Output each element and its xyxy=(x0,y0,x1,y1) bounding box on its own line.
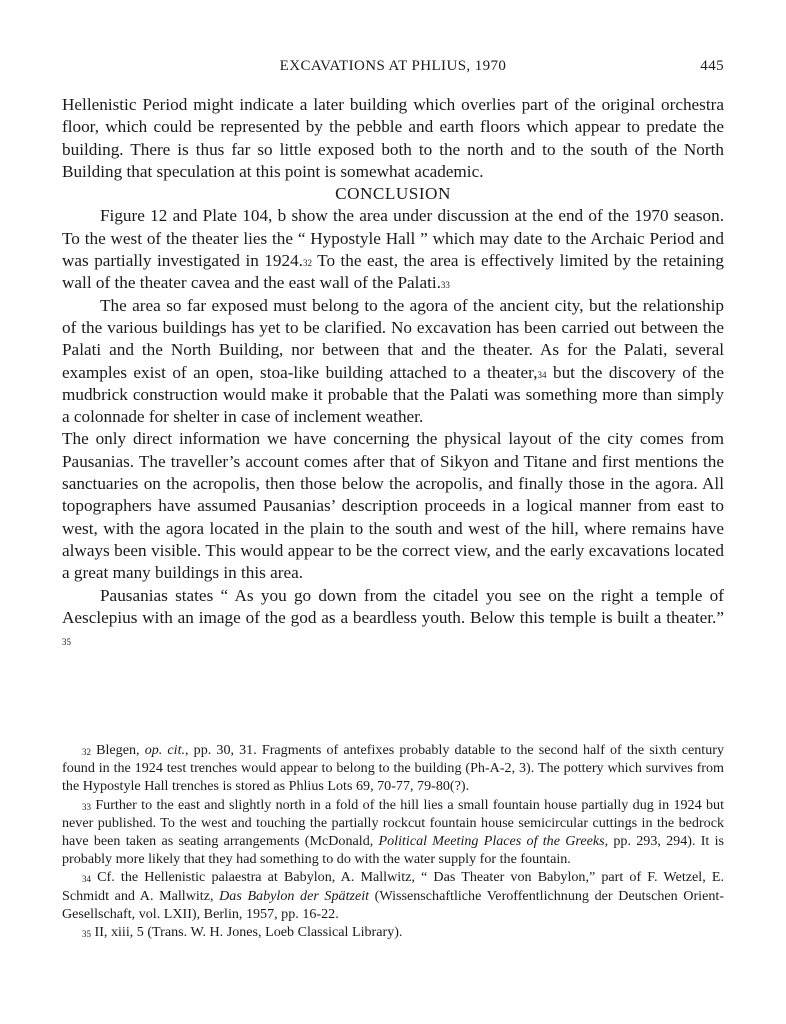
footnote-text: Blegen, xyxy=(91,742,145,758)
footnote-text: Cf. the Hellenistic palaestra at Babylon, A. Mallwitz, “ Das Theater von Babylon,” part of F. Wetzel, E. Schmidt and A. Mallwitz, xyxy=(62,869,724,904)
footnote-text: (Wissenschaftliche Veroffentlichnung der Deutschen Orient-Gesellschaft, vol. LXII), Berlin, 1957, pp. 16-22. xyxy=(62,887,724,922)
footnote-32 xyxy=(62,741,724,796)
footnote-ref-35: 35 xyxy=(62,637,71,648)
section-heading: CONCLUSION xyxy=(335,184,451,204)
running-title: EXCAVATIONS AT PHLIUS, 1970 xyxy=(279,58,507,74)
citation-italic: op. cit. xyxy=(144,742,186,758)
footnote-text: , pp. 293, 294). It is probably more likely that they had something to do with the water supply for the fountain. xyxy=(62,833,724,868)
footnotes xyxy=(62,741,724,941)
footnote-number: 34 xyxy=(82,874,91,885)
paragraph-text: The area so far exposed must belong to the agora of the ancient city, but the relationship of the various buildings has yet to be clarified. No excavation has been carried out between the Palati and the North Building, nor between that and the theater. As for the Palati, several examples exist of an open, stoa-like building attached to a theater, xyxy=(62,295,724,382)
footnote-text: Further to the east and slightly north in a fold of the hill lies a small fountain house partially dug in 1924 but never published. To the west and touching the partially rockcut fountain house semicircular cuttings in the bedrock have been taken as seating arrangements (McDonald, xyxy=(62,796,724,850)
footnote-number: 32 xyxy=(82,747,91,757)
paragraph-text: but the discovery of the mudbrick construction would make it probable that the Palati was something more than simply a colonnade for shelter in case of inclement weather. xyxy=(62,362,724,427)
footnote-ref-32: 32 xyxy=(302,258,312,269)
paragraph-conclusion-3: The only direct information we have concerning the physical layout of the city comes from Pausanias. The traveller’s account comes after that of Sikyon and Titane and first mentions the sanctuaries on the acropolis, then those below the acropolis, and finally those in the agora. All topographers have assumed Pausanias’ description proceeds in a logical manner from east to west, with the agora located in the plain to the south and west of the hill, where remains have always been visible. This would appear to be the correct view, and the early excavations located a great many buildings in this area. xyxy=(62,429,724,583)
paragraph-continued: Hellenistic Period might indicate a later building which overlies part of the original orchestra floor, which could be represented by the pebble and earth floors which appear to predate the building. There is thus far so little exposed both to the north and to the south of the North Building that speculation at this point is somewhat academic. xyxy=(62,95,724,181)
footnote-35 xyxy=(62,923,724,941)
paragraph-conclusion-4 xyxy=(62,585,724,652)
body-text xyxy=(62,94,724,651)
paragraph-conclusion-2 xyxy=(62,295,724,429)
footnote-text: II, xiii, 5 (Trans. W. H. Jones, Loeb Classical Library). xyxy=(91,924,403,941)
paragraph-text: Figure 12 and Plate 104, b show the area under discussion at the end of the 1970 season. To the west of the theater lies the “ Hypostyle Hall ” which may date to the Archaic Period and was partially investigated in 1924. xyxy=(62,206,724,271)
footnote-text: , pp. 30, 31. Fragments of antefixes probably datable to the second half of the sixth century found in the 1924 test trenches would appear to belong to the building (Ph-A-2, 3). The pottery which survives from the Hypostyle Hall trenches is stored as Phlius Lots 69, 70-77, 79-80(?). xyxy=(62,742,724,795)
footnote-34 xyxy=(62,868,724,923)
citation-italic: Political Meeting Places of the Greeks xyxy=(378,833,605,850)
footnote-ref-34: 34 xyxy=(537,369,547,380)
footnote-ref-33: 33 xyxy=(440,280,450,291)
footnote-number: 35 xyxy=(82,929,91,940)
paragraph-text: To the east, the area is effectively limited by the retaining wall of the theater cavea and the east wall of the Palati. xyxy=(62,251,724,293)
paragraph-text: Pausanias states “ As you go down from the citadel you see on the right a temple of Aesclepius with an image of the god as a beardless youth. Below this temple is built a theater.” xyxy=(62,585,724,627)
citation-italic: Das Babylon der Spätzeit xyxy=(219,887,370,904)
footnote-33 xyxy=(62,796,724,869)
paragraph-conclusion-1 xyxy=(62,205,724,294)
footnote-number: 33 xyxy=(82,801,91,812)
page-number: 445 xyxy=(700,58,724,74)
